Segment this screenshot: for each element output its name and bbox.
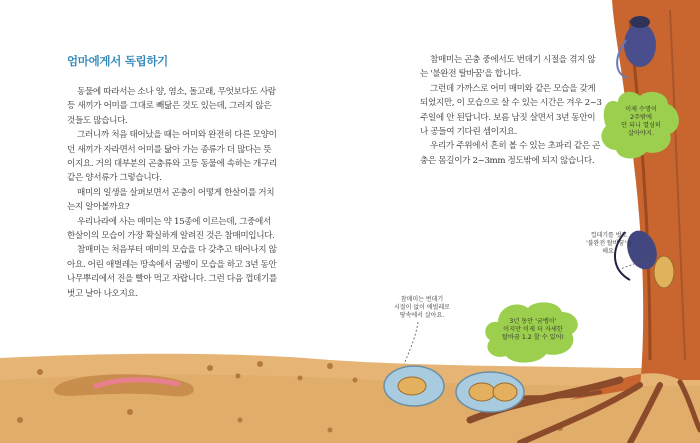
- paragraph: 참매미는 곤충 중에서도 번데기 시절을 겪지 않는 '불완전 탈바꿈'을 합니다.: [420, 55, 596, 80]
- left-text-column: [67, 85, 279, 301]
- paragraph: 그런데 가까스로 어미 매미와 같은 모습을 갖게 되었지만, 이 모습으로 살 수 있는 시간은 겨우 2~3주일에 안 된답니다. 보름 남짓 살면서 3년 동안이나 공들여 기다린 셈이지요.: [420, 83, 602, 138]
- cicada-molting-shell: [654, 256, 674, 288]
- paragraph: 우리가 주위에서 흔히 볼 수 있는 초파리 같은 곤충은 몸길이가 2~3mm 정도밖에 되지 않습니다.: [420, 141, 601, 166]
- paragraph: 참매미는 처음부터 매미의 모습을 다 갖추고 태어나지 않아요. 어린 애벌레는 땅속에서 굼벵이 모습을 하고 3년 동안 나무뿌리에서 진을 빨아 먹고 자랍니다. 그런 다음 껍데기를 벗고 날아 나오지요.: [67, 245, 277, 299]
- paragraph: 우리나라에 사는 매미는 약 15종에 이르는데, 그중에서 한살이의 모습이 가장 확실하게 알려진 것은 참매미입니다.: [67, 216, 275, 242]
- speech-bubble-top-text: 이제 수명이 2주밖에 안 되니 열심히 살아야지.: [621, 106, 661, 137]
- speech-bubble-bottom-text: 3년 동안 '굼벵이' 이지만 이제 더 자세한 탈바꿈 1.2 할 수 있어!: [501, 318, 565, 341]
- molt-note: 껍데기를 벗고 '불완전 탈바꿈'을 해요.: [586, 232, 632, 255]
- paragraph: 그러니까 처음 태어났을 때는 어미와 완전히 다른 모양이던 새끼가 자라면서 어미를 닮아 가는 종류가 더 많다는 뜻이지요. 거의 대부분의 곤충류와 고등 동물에 속하는 개구리 같은 양서류가 그렇습니다.: [67, 130, 277, 184]
- paragraph: 동물에 따라서는 소나 양, 염소, 돌고래, 무엇보다도 사람 등 새끼가 어미를 그대로 빼닮은 것도 있는데, 그러지 않은 것들도 많습니다.: [67, 87, 276, 126]
- paragraph: 매미의 일생을 살펴보면서 곤충이 어떻게 한살이를 거치는지 알아볼까요?: [67, 187, 275, 213]
- right-text-column: [420, 53, 602, 168]
- note-pointer-larva: [404, 322, 418, 364]
- section-heading: 엄마에게서 독립하기: [67, 54, 168, 68]
- larva-note: 참매미는 번데기 시절이 없이 애벌레로 땅속에서 살아요.: [394, 296, 450, 319]
